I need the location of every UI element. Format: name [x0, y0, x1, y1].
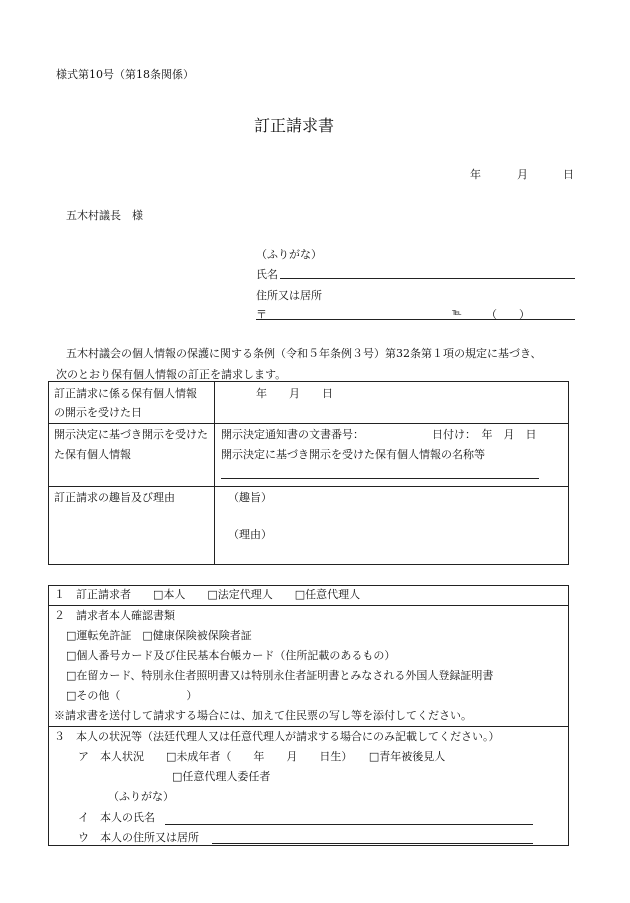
- row3-label: 訂正請求の趣旨及び理由: [54, 491, 175, 504]
- id-doc-line3[interactable]: □在留カード、特別永住者照明書又は特別永住者証明書とみなされる外国人登録証明書: [66, 669, 494, 682]
- principal-status-line2[interactable]: □任意代理人委任者: [172, 770, 271, 783]
- disclosure-date-field[interactable]: 年 月 日: [256, 387, 333, 400]
- intro-line-2: 次のとおり保有個人情報の訂正を請求します。: [56, 368, 287, 381]
- applicant-address-line[interactable]: [256, 319, 575, 320]
- id-doc-line1[interactable]: □運転免許証 □健康保険被保険者証: [66, 629, 252, 642]
- table1-row-divider-1: [48, 423, 569, 424]
- row2-label-line1: 開示決定に基づき開示を受けた: [54, 428, 208, 441]
- notice-document-number-label: 開示決定通知書の文書番号：: [221, 428, 364, 441]
- table1-column-divider: [214, 381, 215, 565]
- section1-requester-type[interactable]: １ 訂正請求者 □本人 □法定代理人 □任意代理人: [54, 588, 361, 601]
- date-month: 月: [517, 168, 528, 181]
- applicant-name-label: 氏名: [256, 268, 278, 281]
- applicant-name-line[interactable]: [280, 278, 575, 279]
- principal-status-line1[interactable]: ア 本人状況 □未成年者（ 年 月 日生） □青年被後見人: [78, 750, 446, 763]
- principal-address-label: ウ 本人の住所又は居所: [78, 831, 199, 844]
- principal-name-label: イ 本人の氏名: [78, 811, 155, 824]
- date-day: 日: [563, 168, 574, 181]
- id-doc-line2[interactable]: □個人番号カード及び住民基本台帳カード（住所記載のあるもの）: [66, 649, 396, 662]
- row1-label-line1: 訂正請求に係る保有個人情報: [54, 387, 197, 400]
- document-title: 訂正請求書: [254, 116, 335, 135]
- applicant-furigana-label: （ふりがな）: [256, 248, 322, 261]
- section2-note: ※請求書を送付して請求する場合には、加えて住民票の写し等を添付してください。: [54, 709, 472, 722]
- addressee: 五木村議長 様: [66, 209, 143, 222]
- date-year: 年: [470, 168, 481, 181]
- info-name-label: 開示決定に基づき開示を受けた保有個人情報の名称等: [221, 448, 485, 461]
- postal-mark: 〒: [256, 308, 267, 321]
- id-doc-line4[interactable]: □その他（ ）: [66, 689, 198, 702]
- tel-label: ℡: [452, 308, 462, 318]
- info-name-line[interactable]: [221, 478, 539, 479]
- notice-date-label: 日付け： 年 月 日: [432, 428, 537, 441]
- principal-furigana-label: （ふりがな）: [108, 790, 174, 803]
- tel-parens: （ ）: [486, 308, 530, 321]
- row1-label-line2: の開示を受けた日: [54, 406, 142, 419]
- reason-label: （理由）: [228, 528, 272, 541]
- intro-line-1: 五木村議会の個人情報の保護に関する条例（令和５年条例３号）第32条第１項の規定に基づき、: [66, 347, 542, 360]
- principal-address-line[interactable]: [212, 843, 533, 844]
- table1-row-divider-2: [48, 486, 569, 487]
- row2-label-line2: た保有個人情報: [54, 448, 131, 461]
- purpose-label: （趣旨）: [228, 491, 272, 504]
- form-number: 様式第10号（第18条関係）: [56, 68, 194, 81]
- section3-title: ３ 本人の状況等（法廷代理人又は任意代理人が請求する場合にのみ記載してください。）: [54, 730, 500, 743]
- applicant-address-label: 住所又は居所: [256, 289, 322, 302]
- section2-title: ２ 請求者本人確認書類: [54, 609, 175, 622]
- principal-name-line[interactable]: [165, 824, 533, 825]
